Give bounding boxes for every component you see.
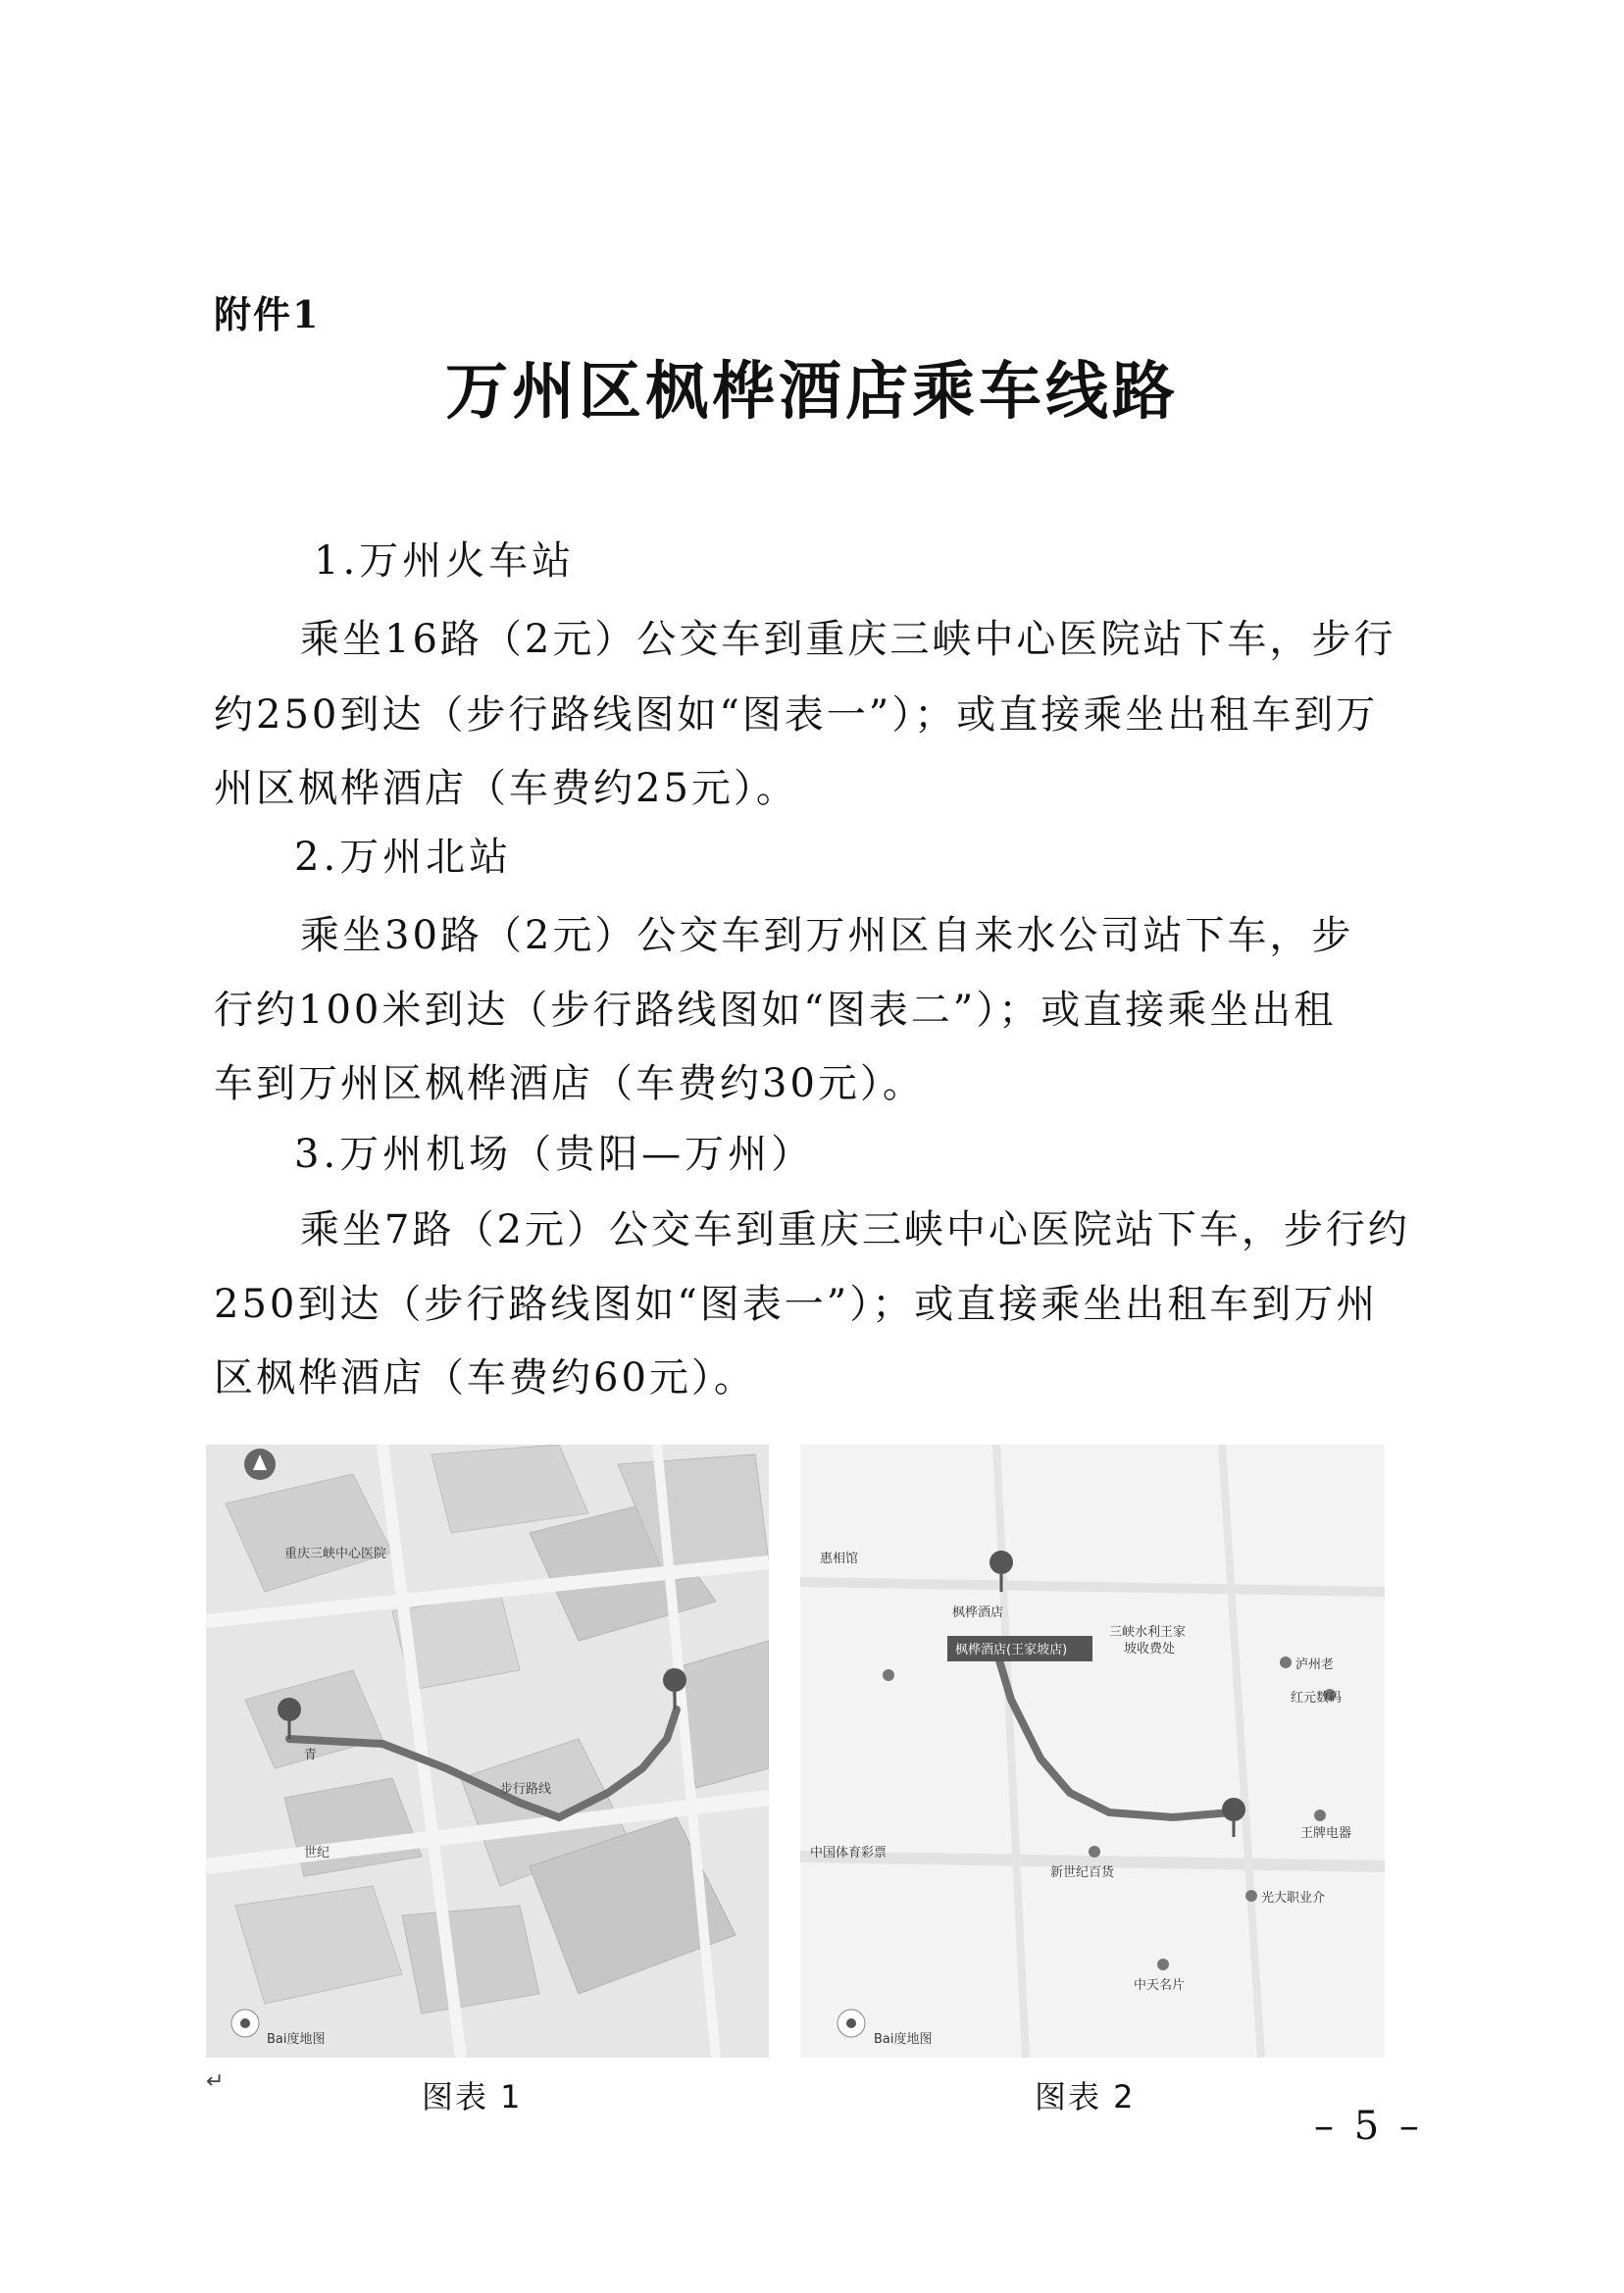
section-1-line-1: 乘坐16路（2元）公交车到重庆三峡中心医院站下车，步行 (300, 617, 1396, 662)
section-1-line-2: 约250到达（步行路线图如“图表一”）；或直接乘坐出租车到万 (214, 692, 1379, 738)
map-2-poi-7: 光大职业介 (1261, 1891, 1326, 1906)
section-heading-3: 3.万州机场（贵阳—万州） (294, 1132, 815, 1177)
map-1-poi-1: 青 (304, 1748, 318, 1762)
map-2-poi-4: 王牌电器 (1300, 1826, 1352, 1841)
map-1-label-a: 重庆三峡中心医院 (284, 1547, 387, 1561)
locate-icon[interactable] (837, 2010, 865, 2037)
map-2-poi-5: 中国体育彩票 (810, 1846, 888, 1860)
return-mark: ↵ (206, 2069, 227, 2094)
page-number: – 5 – (1314, 2104, 1423, 2149)
map-2-poi-8: 中天名片 (1134, 1978, 1186, 1993)
map-1-svg (206, 1445, 769, 2058)
map-2-label-top: 惠相馆 (820, 1552, 859, 1566)
locate-icon[interactable] (231, 2010, 259, 2037)
section-3-line-3: 区枫桦酒店（车费约60元）。 (214, 1355, 756, 1401)
section-3-line-1: 乘坐7路（2元）公交车到重庆三峡中心医院站下车，步行约 (300, 1207, 1410, 1252)
map-1-logo: Bai度地图 (267, 2032, 326, 2047)
map-2-poi-3: 红元数码 (1291, 1691, 1343, 1706)
map-2-poi-6: 新世纪百货 (1050, 1865, 1115, 1880)
map-2-logo: Bai度地图 (874, 2032, 933, 2047)
section-heading-1: 1.万州火车站 (314, 538, 576, 584)
map-figure-2 (800, 1445, 1385, 2058)
map-2-poi-1: 三峡水利王家 (1109, 1625, 1187, 1640)
map-1-label-b: 步行路线 (500, 1782, 552, 1797)
map-1-poi-2: 世纪 (304, 1846, 330, 1860)
attachment-label: 附件1 (214, 292, 321, 336)
figure-caption-2: 图表 2 (1035, 2078, 1136, 2115)
section-2-line-2: 行约100米到达（步行路线图如“图表二”）；或直接乘坐出租 (214, 988, 1337, 1033)
map-2-label-hotel: 枫桦酒店 (952, 1605, 1004, 1620)
map-2-poi-1b: 坡收费处 (1124, 1642, 1176, 1656)
map-figure-1 (206, 1445, 769, 2058)
compass-icon (244, 1449, 276, 1480)
map-2-hotel-popup: 枫桦酒店(王家坡店) (955, 1643, 1068, 1657)
section-3-line-2: 250到达（步行路线图如“图表一”）；或直接乘坐出租车到万州 (214, 1282, 1379, 1327)
figure-caption-1: 图表 1 (422, 2078, 523, 2115)
page-title: 万州区枫桦酒店乘车线路 (445, 356, 1179, 429)
section-2-line-3: 车到万州区枫桦酒店（车费约30元）。 (214, 1061, 925, 1106)
map-2-poi-2: 泸州老 (1295, 1657, 1335, 1672)
section-2-line-1: 乘坐30路（2元）公交车到万州区自来水公司站下车，步 (300, 913, 1354, 958)
section-1-line-3: 州区枫桦酒店（车费约25元）。 (214, 766, 798, 811)
map-2-svg (800, 1445, 1385, 2058)
section-heading-2: 2.万州北站 (294, 835, 513, 880)
